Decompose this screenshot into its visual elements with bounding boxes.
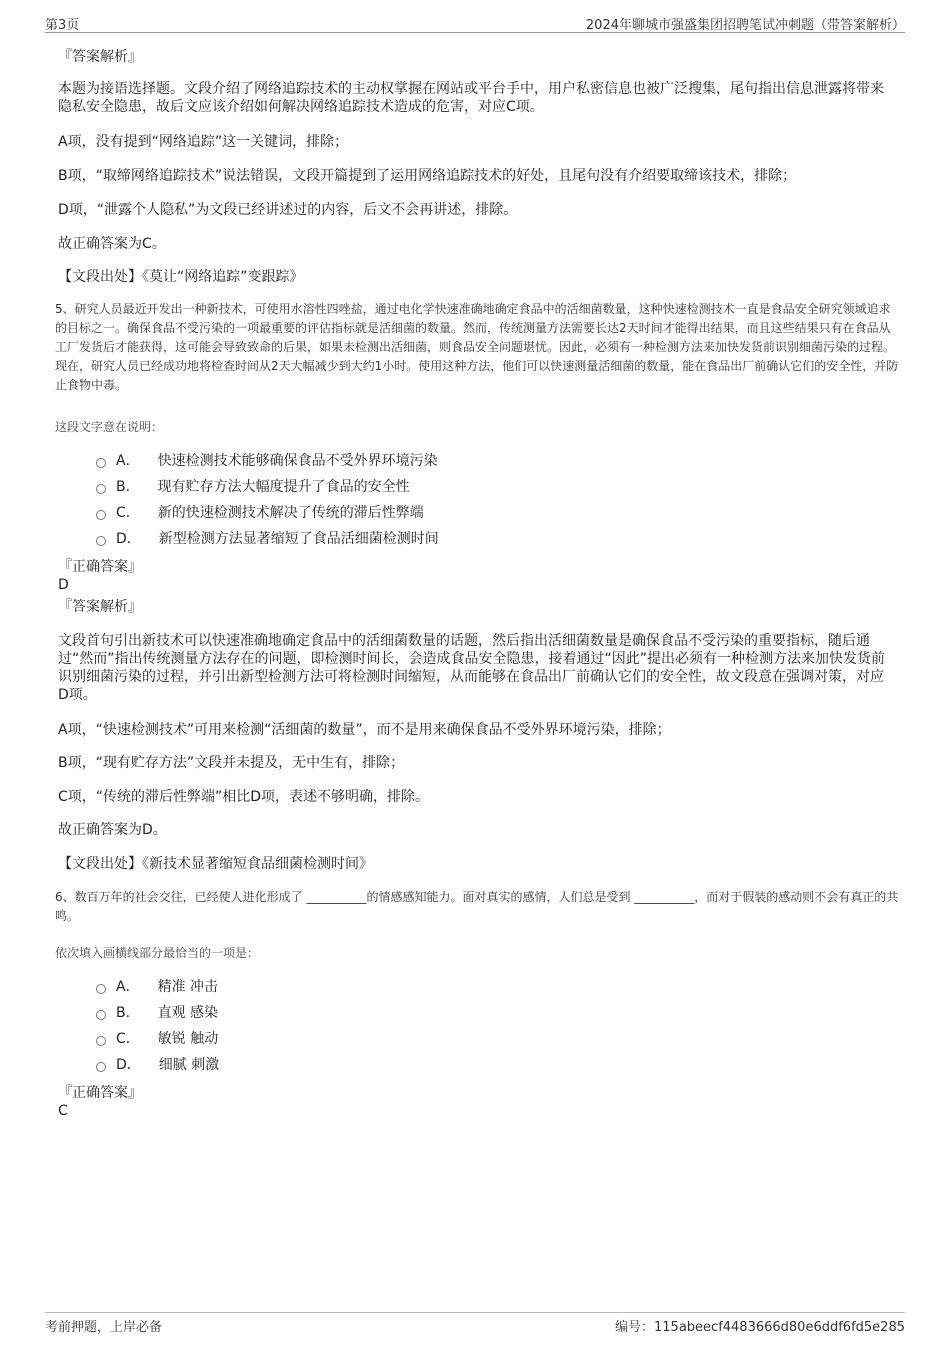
question-6-option-b[interactable] xyxy=(96,1004,218,1022)
question-5-source: 【文段出处】《新技术显著缩短食品细菌检测时间》 xyxy=(58,856,373,872)
question-6-text xyxy=(55,888,900,926)
option-text: 细腻 刺激 xyxy=(158,1057,220,1073)
question-6-answer-label: 『正确答案』 xyxy=(58,1085,142,1101)
page-footer xyxy=(45,1312,905,1338)
analysis-option-a: A项，没有提到“网络追踪”这一关键词，排除； xyxy=(58,134,349,150)
analysis-conclusion: 故正确答案为C。 xyxy=(58,236,166,252)
radio-icon[interactable] xyxy=(96,484,106,494)
analysis-source: 【文段出处】《莫让“网络追踪”变跟踪》 xyxy=(58,269,304,285)
document-title: 2024年聊城市强盛集团招聘笔试冲刺题（带答案解析） xyxy=(585,18,905,33)
question-5-conclusion: 故正确答案为D。 xyxy=(58,822,167,838)
option-letter: C． xyxy=(116,1031,140,1047)
analysis-option-d: D项，“泄露个人隐私”为文段已经讲述过的内容，后文不会再讲述，排除。 xyxy=(58,202,518,218)
option-text: 敏锐 触动 xyxy=(157,1031,219,1047)
radio-icon[interactable] xyxy=(96,984,106,994)
option-text: 快速检测技术能够确保食品不受外界环境污染 xyxy=(157,453,438,469)
radio-icon[interactable] xyxy=(96,1062,106,1072)
question-5-answer: D xyxy=(58,577,69,593)
option-text: 精准 冲击 xyxy=(157,979,219,995)
question-5-option-d[interactable] xyxy=(96,530,439,548)
page-header xyxy=(45,14,905,33)
analysis-paragraph: 本题为接语选择题。文段介绍了网络追踪技术的主动权掌握在网站或平台手中，用户私密信息也被广泛搜集，尾句指出信息泄露将带来隐私安全隐患，故后文应该介绍如何解决网络追踪技术造成的危害，对应C项。 xyxy=(58,81,884,115)
question-5-analysis-b: B项，“现有贮存方法”文段并未提及，无中生有，排除； xyxy=(58,755,405,771)
question-6-text-part3: ，而对于假装的感动则不会有真正的共鸣。 xyxy=(55,890,899,923)
radio-icon[interactable] xyxy=(96,536,106,546)
question-6-option-d[interactable] xyxy=(96,1056,219,1074)
blank-2: __________ xyxy=(634,890,695,904)
option-letter: B． xyxy=(116,479,140,495)
question-5-analysis-c: C项，“传统的滞后性弊端”相比D项，表述不够明确，排除。 xyxy=(58,789,430,805)
question-5-analysis-a: A项，“快速检测技术”可用来检测“活细菌的数量”，而不是用来确保食品不受外界环境污染，排除； xyxy=(58,722,671,738)
option-text: 直观 感染 xyxy=(157,1005,219,1021)
option-letter: B． xyxy=(116,1005,140,1021)
analysis-label: 『答案解析』 xyxy=(58,49,142,65)
radio-icon[interactable] xyxy=(96,1036,106,1046)
radio-icon[interactable] xyxy=(96,1010,106,1020)
question-5-option-c[interactable] xyxy=(96,504,424,522)
question-5-text: 5、研究人员最近开发出一种新技术，可使用水溶性四唑盐，通过电化学快速准确地确定食品中的活细菌数量，这种快速检测技术一直是食品安全研究领域追求的目标之一。确保食品不受污染的一项最重要的评估指标就是活细菌的数量。然而，传统测量方法需要长达2天时间才能得出结果，而且这些结果只有在食品从工厂发货后才能获得，这可能会导致致命的后果，如果未检测出活细菌，则食品安全问题堪忧。因此，必须有一种检测方法来加快发货前识别细菌污染的过程。现在，研究人员已经成功地将检查时间从2天大幅减少到大约1小时。使用这种方法，他们可以快速测量活细菌的数量，能在食品出厂前确认它们的安全性，并防止食物中毒。 xyxy=(55,302,899,392)
option-text: 现有贮存方法大幅度提升了食品的安全性 xyxy=(157,479,410,495)
footer-slogan: 考前押题，上岸必备 xyxy=(45,1320,163,1335)
question-5-analysis: 文段首句引出新技术可以快速准确地确定食品中的活细菌数量的话题，然后指出活细菌数量是确保食品不受污染的重要指标，随后通过“然而”指出传统测量方法存在的问题，即检测时间长，会造成食品安全隐患，接着通过“因此”提出必须有一种检测方法来加快发货前识别细菌污染的过程，并引出新型检测方法可将检测时间缩短，从而能够在食品出厂前确认它们的安全性，故文段意在强调对策，对应D项。 xyxy=(58,633,886,703)
question-6-text-part2: 的情感感知能力。面对真实的感情，人们总是受到 xyxy=(366,890,635,904)
question-6-answer: C xyxy=(58,1103,68,1119)
question-5-answer-label: 『正确答案』 xyxy=(58,559,142,575)
page-number: 第3页 xyxy=(45,18,80,33)
question-5-prompt: 这段文字意在说明： xyxy=(55,420,164,434)
question-5-option-b[interactable] xyxy=(96,478,410,496)
option-letter: C． xyxy=(116,505,140,521)
question-5-analysis-label: 『答案解析』 xyxy=(58,599,142,615)
question-6-option-c[interactable] xyxy=(96,1030,218,1048)
option-letter: D． xyxy=(116,531,141,547)
blank-1: __________ xyxy=(306,890,367,904)
question-6-prompt: 依次填入画横线部分最恰当的一项是： xyxy=(55,946,260,960)
radio-icon[interactable] xyxy=(96,510,106,520)
document-id: 编号：115abeecf4483666d80e6ddf6fd5e285 xyxy=(615,1320,905,1335)
option-letter: D． xyxy=(116,1057,141,1073)
option-letter: A． xyxy=(116,453,140,469)
question-6-text-part1: 6、数百万年的社会交往，已经使人进化形成了 xyxy=(55,890,307,904)
radio-icon[interactable] xyxy=(96,458,106,468)
option-letter: A． xyxy=(116,979,140,995)
option-text: 新的快速检测技术解决了传统的滞后性弊端 xyxy=(157,505,424,521)
analysis-option-b: B项，“取缔网络追踪技术”说法错误，文段开篇提到了运用网络追踪技术的好处，且尾句没有介绍要取缔该技术，排除； xyxy=(58,168,797,184)
question-6-option-a[interactable] xyxy=(96,978,218,996)
question-5-option-a[interactable] xyxy=(96,452,438,470)
option-text: 新型检测方法显著缩短了食品活细菌检测时间 xyxy=(158,531,439,547)
